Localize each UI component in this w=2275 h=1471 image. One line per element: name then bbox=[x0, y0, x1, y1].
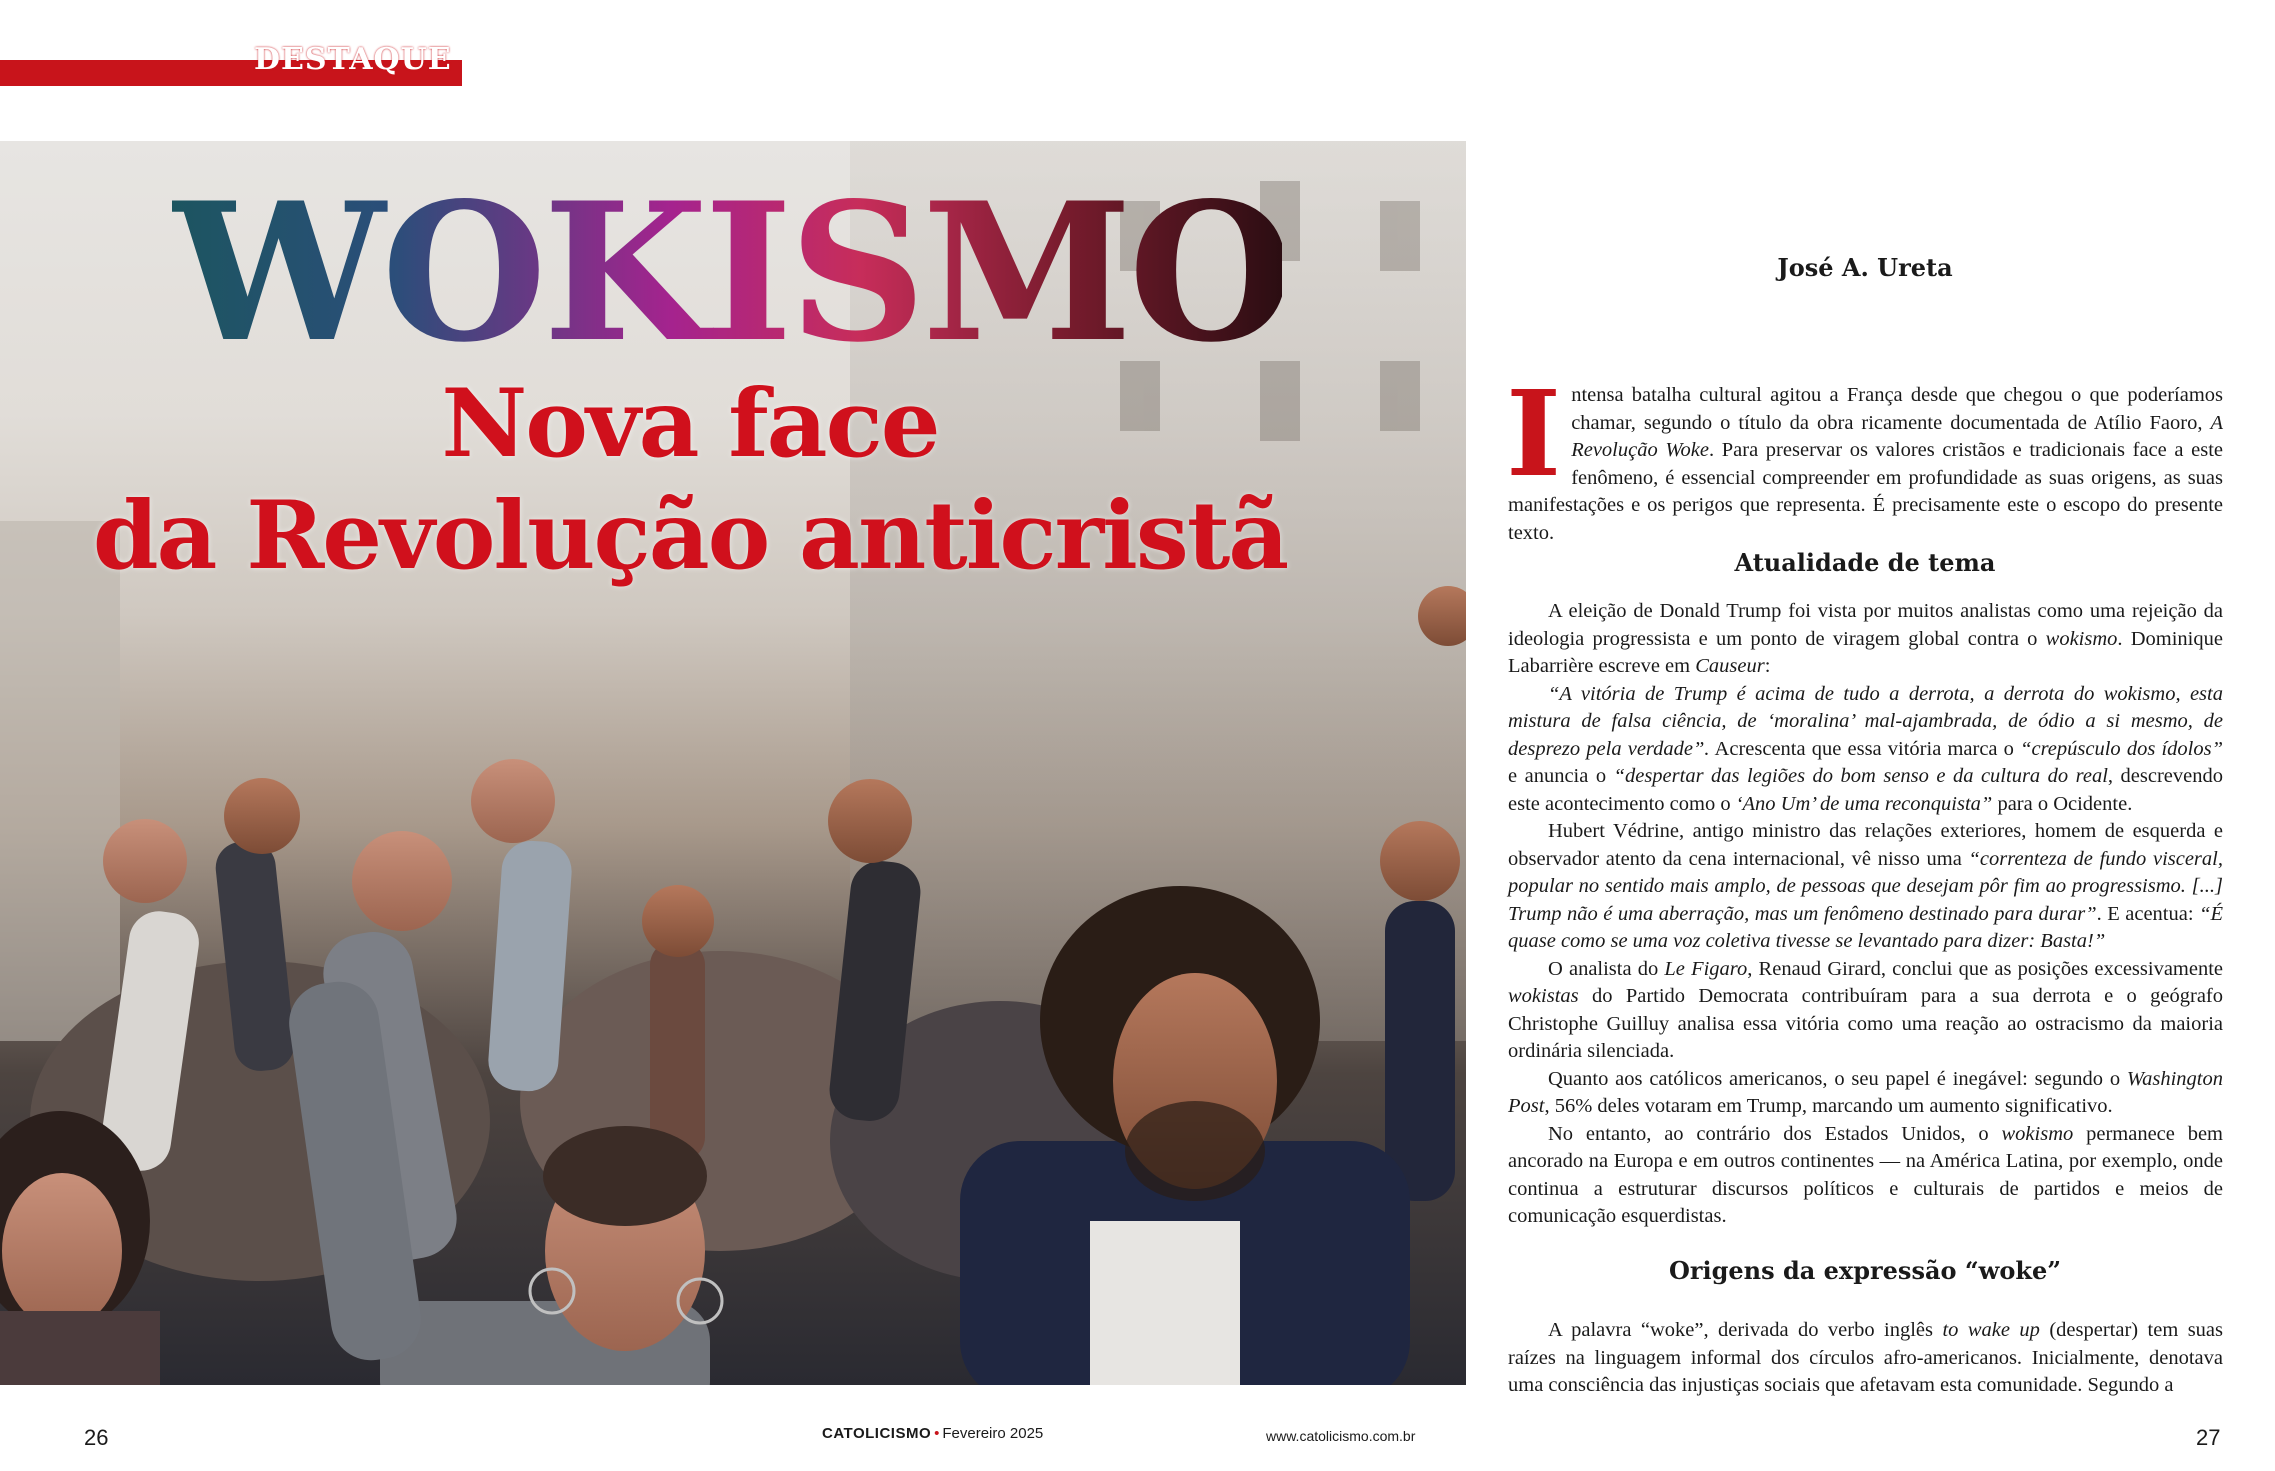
drop-cap: I bbox=[1506, 364, 1562, 503]
article-body-1 bbox=[1508, 598, 2223, 1231]
section-label: DESTAQUE bbox=[254, 42, 452, 77]
paragraph: O analista do Le Figaro, Renaud Girard, conclui que as posições excessivamente wokistas do Partido Democrata contribuíram para a sua derrota e o geógrafo Christophe Guilluy analisa essa vitória como uma reação ao ostracismo da maioria ordinária silenciada. bbox=[1508, 957, 2224, 1062]
magazine-name: CATOLICISMO bbox=[822, 1425, 932, 1442]
page-number-right: 27 bbox=[2196, 1425, 2221, 1450]
subheadline bbox=[60, 368, 1320, 592]
section-heading-2: Origens da expressão “woke” bbox=[1668, 1256, 2062, 1285]
issue-date: Fevereiro 2025 bbox=[942, 1425, 1044, 1442]
headline: WOKISMO bbox=[172, 161, 1290, 384]
footer-website-link[interactable]: www.catolicismo.com.br bbox=[1266, 1428, 1416, 1444]
footer-magazine bbox=[822, 1425, 1043, 1442]
paragraph: No entanto, ao contrário dos Estados Unidos, o wokismo permanece bem ancorado na Europa e em outros continentes — na América Latina, por exemplo, onde continua a estruturar discursos políticos e culturais de partidos e meios de comunicação esquerdistas. bbox=[1508, 1122, 2224, 1227]
paragraph: “A vitória de Trump é acima de tudo a derrota, a derrota do wokismo, esta mistura de falsa ciência, de ‘moralina’ mal-ajambrada, de ódio a si mesmo, de desprezo pela verdade”. Acrescenta que essa vitória marca o “crepúsculo dos ídolos” e anuncia o “despertar das legiões do bom senso e da cultura do real, descrevendo este acontecimento como o ‘Ano Um’ de uma reconquista” para o Ocidente. bbox=[1508, 682, 2223, 815]
separator-dot: • bbox=[934, 1425, 940, 1442]
intro-paragraph: I ntensa batalha cultural agitou a França desde que chegou o que poderíamos chamar, segundo o título da obra ricamente documentada de Atílio Faoro, A Revolução Woke. Para preservar os valores cristãos e tradicionais face a este fenômeno, é essencial compreender em profundidade as suas origens, as suas manifestações e os perigos que representa. É precisamente este o escopo do presente texto. bbox=[1506, 364, 2223, 544]
paragraph: A palavra “woke”, derivada do verbo inglês to wake up (despertar) tem suas raízes na linguagem informal dos círculos afro-americanos. Inicialmente, denotava uma consciência das injustiças sociais que afetavam esta comunidade. Segundo a bbox=[1508, 1319, 2224, 1396]
paragraph: Quanto aos católicos americanos, o seu papel é inegável: segundo o Washington Post, 56% deles votaram em Trump, marcando um aumento significativo. bbox=[1508, 1067, 2223, 1117]
paragraph: A eleição de Donald Trump foi vista por muitos analistas como uma rejeição da ideologia progressista e um ponto de viragem global contra o wokismo. Dominique Labarrière escreve em Causeur: bbox=[1508, 600, 2223, 677]
subheadline-line-1: Nova face bbox=[441, 369, 939, 479]
section-heading-1: Atualidade de tema bbox=[1734, 548, 1996, 577]
subheadline-line-2: da Revolução anticristã bbox=[92, 481, 1288, 591]
article-body-2 bbox=[1508, 1317, 2223, 1400]
author-byline: José A. Ureta bbox=[1777, 253, 1953, 282]
page-number-left: 26 bbox=[84, 1425, 109, 1450]
paragraph: Hubert Védrine, antigo ministro das relações exteriores, homem de esquerda e observador atento da cena internacional, vê nisso uma “correnteza de fundo visceral, popular no sentido mais amplo, de pessoas que desejam pôr fim ao progressismo. [...] Trump não é uma aberração, mas um fenômeno destinado para durar”. E acentua: “É quase como se uma voz coletiva tivesse se levantado para dizer: Basta!” bbox=[1508, 820, 2223, 952]
